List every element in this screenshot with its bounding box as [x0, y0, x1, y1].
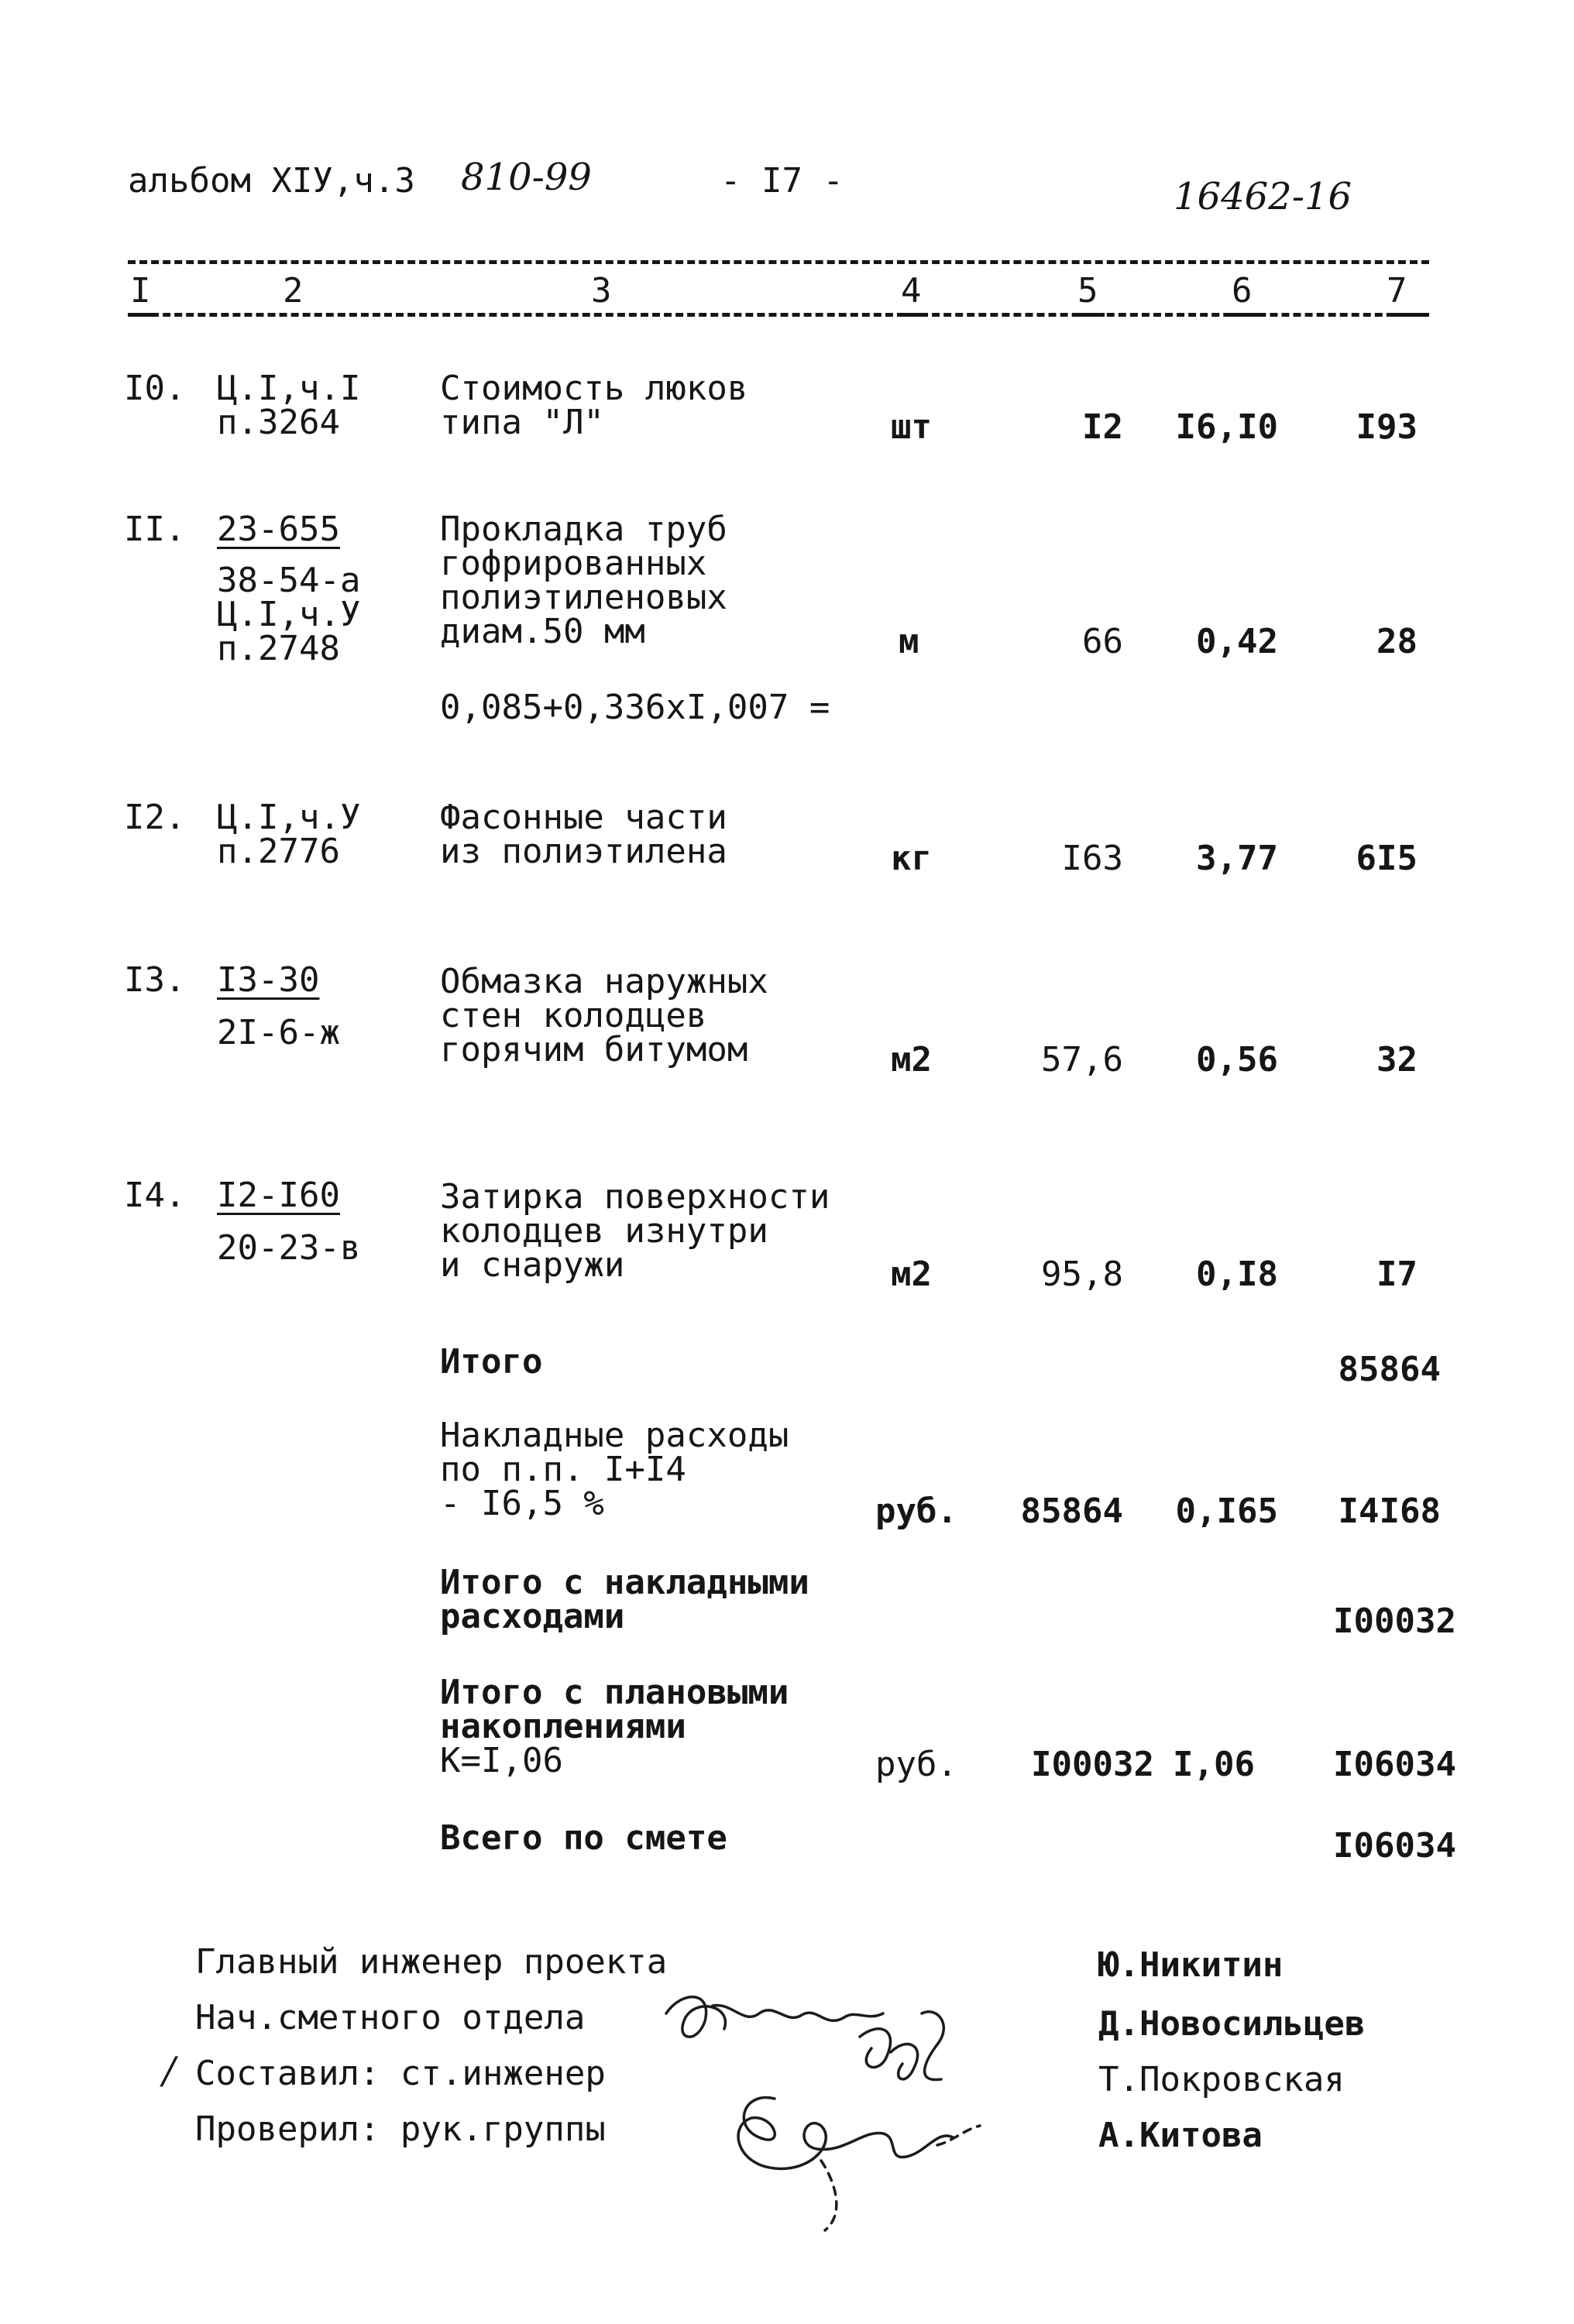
unit-price-cell: I6,I0: [1175, 407, 1278, 447]
signatory-role: Проверил: рук.группы: [195, 2109, 606, 2149]
planned-savings-coefficient: I,06: [1173, 1745, 1255, 1784]
total-cell: I93: [1356, 407, 1418, 447]
planned-savings-label: Итого с плановыми: [440, 1673, 789, 1712]
row-number: I3.: [124, 960, 186, 1000]
column-1-underline: [130, 313, 153, 317]
column-6-underline: [1228, 313, 1259, 317]
overhead-unit: руб.: [875, 1492, 957, 1531]
unit-cell: м2: [891, 1040, 932, 1080]
planned-savings-unit: руб.: [875, 1745, 957, 1784]
price-reference: 38-54-а: [217, 561, 361, 600]
quantity-cell: 66: [1082, 622, 1123, 661]
price-reference: 23-655: [217, 510, 340, 549]
item-description: из полиэтилена: [440, 832, 727, 871]
row-number: II.: [124, 510, 186, 549]
column-6-header: 6: [1232, 271, 1253, 311]
price-reference: 2I-6-ж: [217, 1013, 340, 1052]
column-4-underline: [897, 313, 928, 317]
grand-total-value: I06034: [1333, 1826, 1456, 1866]
price-reference: п.2748: [217, 629, 340, 668]
signatory-name: А.Китова: [1098, 2116, 1263, 2155]
total-cell: 32: [1376, 1040, 1418, 1080]
calculation-formula: 0,085+0,336хI,007 =: [440, 688, 830, 727]
overhead-label: - I6,5 %: [440, 1484, 604, 1523]
column-5-header: 5: [1077, 271, 1098, 311]
overhead-base: 85864: [1020, 1492, 1123, 1531]
planned-savings-base: I00032: [1031, 1745, 1154, 1784]
total-cell: I7: [1376, 1255, 1418, 1294]
planned-savings-label: накоплениями: [440, 1707, 686, 1746]
item-description: Стоимость люков: [440, 369, 748, 408]
unit-cell: м: [899, 622, 919, 661]
unit-price-cell: 3,77: [1196, 839, 1278, 878]
signatory-name: Д.Новосильцев: [1098, 2004, 1366, 2044]
unit-cell: кг: [891, 839, 932, 878]
item-description: Фасонные части: [440, 798, 727, 837]
price-reference: I3-30: [217, 960, 320, 1000]
item-description: и снаружи: [440, 1245, 625, 1285]
unit-cell: шт: [891, 407, 932, 447]
quantity-cell: 95,8: [1041, 1255, 1123, 1294]
price-reference: Ц.I,ч.У: [217, 595, 361, 634]
total-cell: 28: [1376, 622, 1418, 661]
quantity-cell: I2: [1082, 407, 1123, 447]
row-number: I2.: [124, 798, 186, 837]
item-description: гофрированных: [440, 544, 707, 583]
document-code-handwritten: 16462-16: [1174, 175, 1352, 218]
total-cell: 6I5: [1356, 839, 1418, 878]
signatory-name: Т.Покровская: [1098, 2060, 1345, 2099]
quantity-cell: 57,6: [1041, 1040, 1123, 1080]
item-description: стен колодцев: [440, 996, 707, 1035]
margin-mark: /: [163, 2049, 176, 2092]
quantity-cell: I63: [1061, 839, 1123, 878]
column-4-header: 4: [901, 271, 922, 311]
signatory-name: Ю.Никитин: [1098, 1945, 1284, 1985]
item-description: Затирка поверхности: [440, 1177, 830, 1217]
price-reference: Ц.I,ч.I: [217, 369, 361, 408]
unit-price-cell: 0,42: [1196, 622, 1278, 661]
price-reference: п.2776: [217, 832, 340, 871]
price-reference: 20-23-в: [217, 1228, 361, 1268]
item-description: горячим битумом: [440, 1030, 748, 1069]
album-reference: альбом ХIУ,ч.3: [128, 161, 415, 201]
subtotal-with-overhead-value: I00032: [1333, 1601, 1456, 1641]
column-2-header: 2: [283, 271, 304, 311]
header-dash-line-top: [128, 260, 1429, 264]
row-number: I0.: [124, 369, 186, 408]
column-5-underline: [1074, 313, 1105, 317]
overhead-label: Накладные расходы: [440, 1416, 789, 1455]
item-description: типа "Л": [440, 403, 604, 442]
column-7-underline: [1387, 313, 1425, 317]
overhead-total: I4I68: [1338, 1492, 1441, 1531]
planned-savings-label: К=I,06: [440, 1741, 563, 1780]
column-7-header: 7: [1387, 271, 1407, 311]
subtotal-value: 85864: [1338, 1350, 1441, 1389]
signatory-role: Составил: ст.инженер: [195, 2054, 606, 2093]
signatory-role: Главный инженер проекта: [195, 1942, 668, 1982]
column-1-header: I: [130, 271, 151, 311]
planned-savings-total: I06034: [1333, 1745, 1456, 1784]
grand-total-label: Всего по смете: [440, 1818, 727, 1858]
page-number: - I7 -: [720, 161, 844, 201]
overhead-label: по п.п. I+I4: [440, 1450, 686, 1489]
handwritten-signatures: [658, 1982, 1061, 2238]
item-description: Прокладка труб: [440, 510, 727, 549]
subtotal-label: Итого: [440, 1342, 543, 1382]
subtotal-with-overhead-label: Итого с накладными: [440, 1563, 809, 1602]
subtotal-with-overhead-label: расходами: [440, 1597, 625, 1636]
item-description: Обмазка наружных: [440, 962, 768, 1001]
item-description: диам.50 мм: [440, 612, 645, 651]
column-3-header: 3: [591, 271, 612, 311]
signatory-role: Нач.сметного отдела: [195, 1998, 586, 2037]
item-description: полиэтиленовых: [440, 578, 727, 617]
overhead-rate: 0,I65: [1175, 1492, 1278, 1531]
price-reference: п.3264: [217, 403, 340, 442]
row-number: I4.: [124, 1176, 186, 1215]
unit-price-cell: 0,I8: [1196, 1255, 1278, 1294]
item-description: колодцев изнутри: [440, 1211, 768, 1251]
album-handwritten-number: 810-99: [461, 156, 592, 199]
price-reference: Ц.I,ч.У: [217, 798, 361, 837]
unit-price-cell: 0,56: [1196, 1040, 1278, 1080]
price-reference: I2-I60: [217, 1176, 340, 1215]
unit-cell: м2: [891, 1255, 932, 1294]
